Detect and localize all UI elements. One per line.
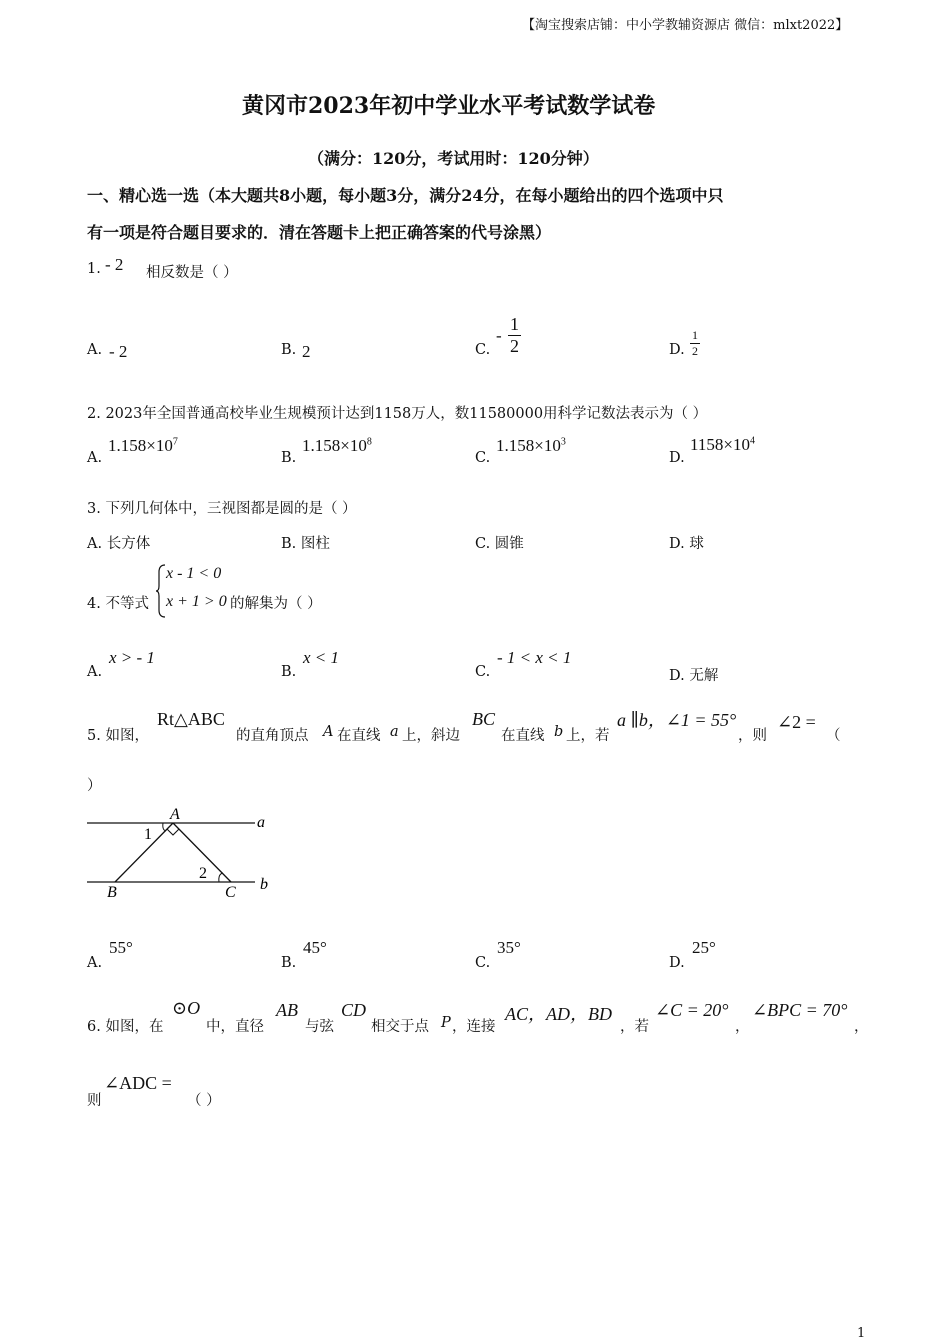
q6-text-2: 中，直径 [206,1019,264,1035]
q5-text-8: （ [826,728,841,744]
q4-suffix: 的解集为（ ） [230,596,322,612]
q6-chord: CD [341,1000,367,1020]
q1-d-denominator: 2 [692,344,698,358]
q5-line-a: a [390,724,399,740]
q1-text: 相反数是（ ） [146,265,238,281]
q5-text-5: 在直线 [501,728,545,744]
q2-b-base: 1.158×10 [302,436,367,455]
q5-ask: ∠2 = [777,712,816,732]
q3-option-a: A. 长方体 [87,536,151,552]
q6-text-7: ， [735,1019,750,1035]
q2-text: 2. 2023年全国普通高校毕业生规模预计达到1158万人，数11580000用科学记数法表示为（ ） [87,406,708,422]
q5-option-b-value: 45° [303,938,327,957]
page-number: 1 [857,1326,866,1341]
q5-condition: a ∥b，∠1 = 55° [617,710,737,730]
q2-a-exp: 7 [172,436,178,448]
q6-circle: ⊙O [172,998,201,1018]
q1-number: 1. [87,261,101,277]
q1-option-a-value: - 2 [109,342,128,361]
q2-option-c-label: C. [475,450,491,466]
q4-option-a-label: A. [87,664,103,680]
q6-angle-c: ∠C = 20° [655,1000,729,1020]
q6-text-8: ， [854,1019,869,1035]
q4-option-d: D. 无解 [669,668,719,684]
q1-option-b-value: 2 [302,342,311,361]
q6-text-4: 相交于点 [371,1019,429,1035]
q2-c-base: 1.158×10 [496,436,561,455]
page-title: 黄冈市2023年初中学业水平考试数学试卷 [242,93,656,119]
q1-option-c-label: C. [475,342,491,358]
label-2: 2 [199,865,207,882]
q6-text-10: （ ） [187,1093,221,1109]
q2-a-base: 1.158×10 [108,436,173,455]
page-subtitle: （满分：120分，考试用时：120分钟） [308,149,599,168]
q2-d-exp: 4 [749,435,755,447]
q5-figure [85,800,275,905]
q1-option-a-label: A. [87,342,103,358]
label-A: A [170,806,180,823]
q4-option-b-label: B. [281,664,297,680]
q5-triangle-expr: Rt△ABC [157,709,225,729]
q6-point-p: P [441,1015,451,1031]
q5-text-2: 的直角顶点 [236,728,309,744]
q6-angle-bpc: ∠BPC = 70° [752,1000,848,1020]
q2-d-base: 1158×10 [690,435,750,454]
label-B: B [107,884,117,901]
q6-diameter: AB [276,1000,298,1020]
q4-option-c-label: C. [475,664,491,680]
label-a: a [257,814,265,831]
q3-option-c: C. 圆锥 [475,536,524,552]
q2-option-b-value [302,436,372,456]
q1-d-numerator: 1 [692,328,698,342]
q6-text-1: 6. 如图，在 [87,1019,164,1035]
q5-text-1: 5. 如图， [87,728,149,744]
q3-text: 3. 下列几何体中，三视图都是圆的是（ ） [87,501,357,517]
q5-option-c-label: C. [475,955,491,971]
label-b: b [260,876,268,893]
q5-text-6: 上，若 [566,728,610,744]
q1-option-b-label: B. [281,342,297,358]
q3-option-b: B. 图柱 [281,536,330,552]
q5-option-d-label: D. [669,955,685,971]
q5-option-d-value: 25° [692,938,716,957]
q6-segments: AC，AD，BD [505,1004,612,1024]
label-1: 1 [144,826,152,843]
q6-text-9: 则 [87,1093,102,1109]
q6-text-5: ，连接 [452,1019,496,1035]
q5-hypotenuse: BC [472,709,496,729]
section-heading-line2: 有一项是符合题目要求的．清在答题卡上把正确答案的代号涂黑） [87,223,552,242]
q6-text-3: 与弦 [305,1019,334,1035]
right-angle-mark [167,829,179,835]
shop-header: 【淘宝搜索店铺：中小学教辅资源店 微信：mlxt2022】 [522,18,849,33]
q5-option-a-label: A. [87,955,103,971]
q5-option-a-value: 55° [109,938,133,957]
q5-option-b-label: B. [281,955,297,971]
q5-text-9: ） [87,778,102,794]
q6-text-6: ，若 [620,1019,649,1035]
q2-option-d-value [690,435,755,455]
q1-option-d-fraction [690,328,700,359]
q5-option-c-value: 35° [497,938,521,957]
label-C: C [225,884,236,901]
q6-ask: ∠ADC = [104,1073,172,1093]
q5-line-b: b [554,724,564,740]
q4-option-c-value: - 1 < x < 1 [497,648,572,667]
q2-b-exp: 8 [366,436,372,448]
q5-text-7: ，则 [738,728,767,744]
q2-option-b-label: B. [281,450,297,466]
q4-prefix: 4. 不等式 [87,596,149,612]
q1-option-c-sign: - [496,326,502,345]
q2-option-c-value [496,436,566,456]
q2-option-d-label: D. [669,450,685,466]
q1-option-d-label: D. [669,342,685,358]
angle-2-arc [219,873,223,882]
q4-option-a-value: x > - 1 [109,648,155,667]
q5-text-4: 上，斜边 [402,728,460,744]
q4-option-b-value: x < 1 [303,648,340,667]
q2-option-a-value [108,436,178,456]
q1-c-numerator: 1 [510,314,519,334]
q2-c-exp: 3 [560,436,566,448]
q5-text-3: 在直线 [337,728,381,744]
q4-inequality-1: x - 1 < 0 [166,565,222,582]
q2-option-a-label: A. [87,450,103,466]
q1-c-denominator: 2 [510,336,519,356]
section-heading-line1: 一、精心选一选（本大题共8小题，每小题3分，满分24分，在每小题给出的四个选项中只 [87,186,724,205]
q5-point-a: A [323,724,334,740]
q4-inequality-2: x + 1 > 0 [166,593,227,610]
q3-option-d: D. 球 [669,536,704,552]
q1-option-c-fraction [508,314,521,357]
q1-expr: - 2 [105,255,124,274]
